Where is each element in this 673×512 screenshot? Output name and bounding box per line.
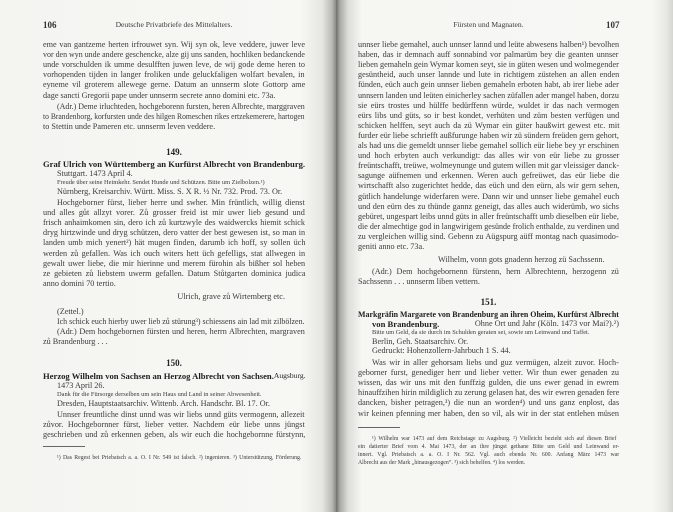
text-line: und hoch erbyten auch verkundigt: das alles wir von eür liebe zu grosser: [358, 151, 620, 161]
letter-summary: Freude über seine Heimkehr. Sendet Hunde und Schützen. Bitte um Zielbolzen.¹): [57, 179, 265, 186]
note-label: (Zettel.): [57, 307, 84, 316]
text-line: ¹) Wilhelm war 1473 auf dem Reichstage zu Augsburg. ²) Vielleicht bezieht sich auf diesen Brief: [372, 436, 617, 442]
text-line: sagunge aüfnemen und erkennen. Weren auch gefreüwet, das eür liebe die: [358, 171, 620, 181]
text-line: Albrecht aus der Mark „hinausgezogen“. ³) sich behelfen. ⁴) los werden.: [358, 460, 526, 466]
text-line: hinauffzihen hirin mildiglich zu zerung gelasen hat, des wir ewren genaden fere: [358, 388, 620, 398]
text-line: unnsern landen und leüten einicherley sachen züfallen ader mangel haben, dorzu: [358, 90, 619, 100]
text-line: und alles gůt allzyt vorer. Zů grosser freid ist mir uwer lieb gesund und: [43, 208, 305, 218]
letter-number: 150.: [166, 358, 182, 368]
text-line: haben, das ir demnach auff sonnabind vor palmarüm bey die geanten unnser: [358, 50, 619, 60]
text-line: Was wir in aller gehorsam liebs und guz vermügen, alzeit zuvor. Hoch-: [372, 358, 619, 367]
text-line: anno domini 70 tertio.: [43, 278, 116, 288]
text-line: Hochgeborner fürst, lieber herre und swher. Min früntlich, willig dienst: [57, 198, 305, 207]
text-line: gütlich handelunge widerfaren were. Dann wir und unnser liebe gemahel euch: [358, 191, 620, 201]
letter-number: 151.: [480, 297, 497, 307]
text-line: werden zů gefallen. Was ich ouch witers hett üch gefelligs, stat allwegen in: [43, 248, 306, 258]
letter-number: 149.: [166, 147, 182, 157]
text-line: freüntschafft, treüwe, wolmeynunge und gutem willen mit gar vleissiger danck-: [358, 161, 620, 171]
text-line: (Adr.) Deme irluchteden, hochgeborenn fursten, heren Albrechte, marggraven: [57, 102, 305, 111]
text-line: eürs libs und güts, so ir best kondet, verhüten und züm besten verfügen und: [358, 110, 620, 120]
text-line: ein datierter Brief vom 4. Mai 1473, der an ihre jüngst gethane Bitte um Geld und Leinwand er-: [358, 444, 620, 450]
text-line: die der almechtige god in langwirigem gesünde frolich enthalde, zu verdinen und: [358, 221, 620, 231]
text-line: unnser liebe gemahel, auch unnser lannd und leüte abwesens halben¹) bevolhen: [358, 40, 620, 49]
text-line: dryg hirtzwinde und dryg schützen, dero vatter der best gewesen ist, so man in: [43, 228, 306, 238]
letter-source: Berlin, Geh. Staatsarchiv. Or.: [372, 337, 469, 346]
footnote-rule: [43, 446, 85, 447]
letter-title: Graf Ulrich von Württemberg an Kurfürst Albrecht von Brandenburg.: [43, 159, 306, 169]
running-head: Deutsche Privatbriefe des Mittelalters.: [115, 20, 233, 29]
text-line: schicken helffen, seyt auch da zü Wymar ein güter haußwirt gewest etc. mit: [358, 120, 620, 130]
footnote: ¹) Das Regest bei Priebatsch a. a. O. I Nr. 549 ist falsch. ²) ingenieren. ³) Unterstützung, Förderung.: [57, 455, 302, 461]
text-line: to Brandenborg, korfursten unde des hilgen Romeschen rikes ertzekemerere, hartogen: [43, 112, 305, 122]
page-number: 106: [43, 20, 57, 30]
letter-summary: Dank für die Fürsorge derselben um sein Haus und Land in seiner Abwesenheit.: [57, 391, 262, 398]
text-line: frisch anhaimkomen sin, dero ich zů kurtzwyle des waidwercks hiemit schick: [43, 218, 305, 228]
text-line: zůvor. Hochgebornner fürst, lieber vetter. Nachdem eür liebe unns jüngst: [43, 420, 305, 430]
letter-place: Augsburg.: [273, 371, 306, 380]
text-line: unde vorschulden ik umme desulfften juwen leve, de wij gode deme heren to: [43, 60, 305, 70]
letter-date: 1473 April 26.: [57, 381, 105, 390]
letter-summary: Bitte um Geld, da sie durch im Schulden geraten sei, sowie um Leinwand und Taffet.: [372, 329, 590, 336]
text-line: fünden, eüch auch gein unnser lieben gemaheln erboten habt, ab irer liebe ader: [358, 80, 619, 90]
text-line: Sachssenn . . . unnserm liben vettern.: [358, 277, 480, 287]
text-line: innert. Vgl. Priebatsch a. a. O. I Nr. 562. Vgl. auch ebenda Nr. 600. Anfang März 1473 war: [358, 452, 620, 458]
letter-printed: Gedruckt: Hohenzollern-Jahrbuch 1 S. 44.: [372, 346, 511, 355]
footnote-rule: [358, 427, 400, 428]
text-line: gesüntheid, auch unser lannde und lute in richtigem züstehen an allen enden: [358, 70, 620, 80]
text-line: dage sancti Gregorii pape under unnserm secrete anno domini etc. 73a.: [43, 90, 276, 100]
note-text: Ich schick euch hierby uwer lieb zů stürung³) schiessens ain lad mit zilbölzen.: [57, 317, 305, 326]
right-page: [336, 0, 673, 512]
text-line: sie eürs trostes und hülffe bedürffenn würde, wuldet ir das nach vermogen: [358, 100, 619, 110]
text-line: gebüret, ungespart leibs unnd güts in aller freüntschafft umb dieselben eür liebe,: [358, 211, 619, 221]
letter-place-date: Ohne Ort und Jahr (Köln. 1473 vor Mai?).²): [474, 319, 619, 328]
text-line: lieben gemaheln gein Wymar komen seyt, sie in güten wesen und wolmegender: [358, 60, 619, 70]
text-line: wir keinen pfenning mer haben, den so vil, als wir in der stat entlehen müsen: [358, 408, 619, 418]
page-number: 107: [606, 20, 620, 30]
text-line: geborner furst, genediger herr und lieber vetter. Wir thun ewer genaden zu: [358, 368, 619, 378]
text-line: (Adr.) Dem hochgebornen fürsten und heren, herrn Albrechten, margraven: [57, 327, 305, 336]
letter-source: Nürnberg, Kreisarchiv. Württ. Miss. S. X R. ½ Nr. 732. Prod. 73. Or.: [57, 187, 283, 196]
text-line: dancken, bisher petragen,³) die nun an worden⁴) und uns ganz enplost, das: [358, 398, 620, 408]
letter-title-continued: von Brandenburg.: [372, 319, 440, 329]
text-line: vorhopenden tijden in langer froliken unde geluckfaligen wolfart bevalen, in: [43, 70, 305, 80]
text-line: to Stettin unde Pameren etc. unnserm leven veddere.: [43, 122, 216, 132]
letter-title: Markgräfin Margarete von Brandenburg an ihren Oheim, Kurfürst Albrecht: [358, 309, 619, 319]
text-line: zu vergleichen willig sind. Gebenn zu Aügspurg aüff montag nach quasimodo-: [358, 231, 619, 241]
running-head: Fürsten und Magnaten.: [453, 20, 524, 29]
text-line: ze gebieten zů liebstem uwerm gefallen. Datum Stůtgarten dominica judica: [43, 268, 306, 278]
text-line: eme van gantzeme herten irfrouwet syn. Wij syn ok, leve veddere, juwer leve: [43, 40, 306, 49]
text-line: als had uns die gemeldt unnser liebe gemahel sollich eür liebe bey yr erschinen: [358, 141, 619, 150]
letter-title: Herzog Wilhelm von Sachsen an Herzog Albrecht von Sachsen.: [43, 371, 274, 381]
letter-signature: Wilhelm, vonn gots gnadenn herzog zü Sachssenn.: [438, 255, 605, 264]
text-line: eyneme vil groterem allewege gerne. Datum an unnserm slote Gottorp ame: [43, 80, 306, 90]
text-line: geniti anno etc. 73a.: [358, 242, 425, 251]
left-page: [0, 0, 336, 512]
text-line: wirtschafft also zugerichtet hedde, das eüch und den eürn, als wir gern sehen,: [358, 181, 620, 191]
letter-source: Dresden, Hauptstaatsarchiv. Wittenb. Arch. Handschr. Bl. 17. Or.: [57, 399, 270, 408]
text-line: Unnser freuntliche dinst unnd was wir liebs unnd güts vermogenn, allezeit: [57, 410, 305, 419]
text-line: geschrieben und zů erkennen geben, als wir euch die hochgebornne fürstynn,: [43, 430, 306, 440]
text-line: zů Brandenburg . . .: [43, 337, 108, 347]
text-line: und den eürn des zu thünde gannz geneigt, das alles auch widerümb, wo sichs: [358, 201, 619, 211]
letter-place-date: Stuttgart. 1473 April 4.: [57, 169, 133, 178]
text-line: vor den wyn unde andere geschencke, alze gij uns sanden, hochliken bedanckende: [43, 50, 305, 60]
letter-heading: [43, 371, 305, 381]
letter-signature: Ulrich, grave zů Wirtemberg etc.: [177, 292, 285, 301]
text-line: landen umb mich yenert²) hät mugen finden, darumb ich hoff, sy sollen üch: [43, 238, 306, 248]
text-line: (Adr.) Dem hochgebornenn fürstenn, hern Albrechtenn, herzogenn zü: [372, 267, 619, 276]
text-line: furder eür liebe schriefft außfurunge haben wir zü sündern freüden gern gehort,: [358, 130, 619, 140]
text-line: gewalt uwer liebe, die mir hierinne und merem fürohin als bißher sol heben: [43, 258, 306, 268]
text-line: wissen, das wir uns mit den funffzig gulden, die uns ewer genad in ewrem: [358, 378, 619, 388]
